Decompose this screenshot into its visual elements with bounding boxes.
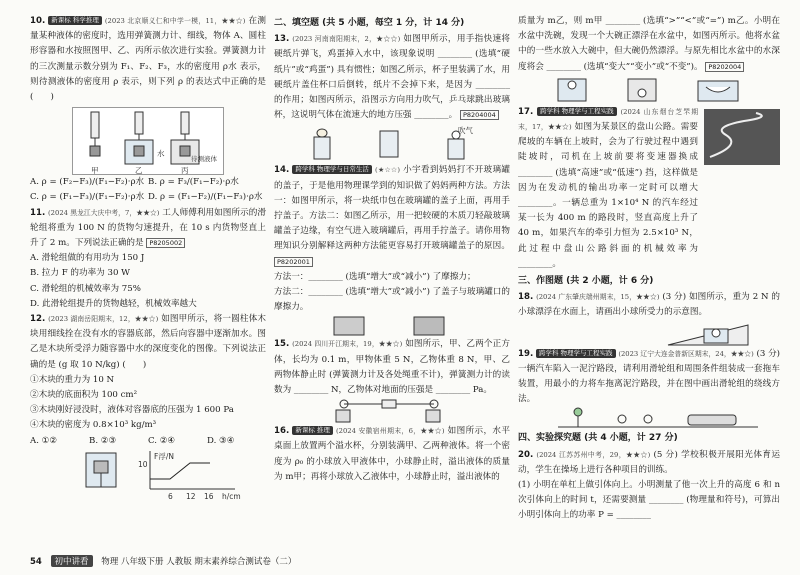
label-liquid: 待测液体	[191, 155, 217, 164]
question-16-continued: 质量为 m乙，则 m甲 ________ (选填“>”“<”或“=”) m乙。小明在水盆中洗碗，发现一个大碗正漂浮在水盆中，如图丙所示。他将水盆中的一些水放入大碗中，但大碗仍然漂浮。与原先相比水盆中的水深度将会 ________ (选填“变大”“变小”或“不变”)。 P8202004	[518, 16, 780, 72]
fig-label-a: 甲	[91, 166, 99, 176]
figure-q16	[518, 75, 780, 105]
figure-q19	[518, 407, 780, 429]
mountain-road-photo	[704, 109, 780, 165]
question-13: 13. (2023 河南南阳期末，2，★☆☆) 如图甲所示，用手指快速将硬纸片弹飞，鸡蛋掉入水中，该现象说明 ________ (选填“硬纸片”或“鸡蛋”) 具有惯性；如图乙所示，杯子里装满了水，用硬纸片盖住杯口后倒转，纸片不会掉下来，是因为 ________ 的作用；如图丙所示，沿图示方向用力吹气，乒乓球跳出玻璃杯，这说明气体在流速大的地方压强 ________。 P8204004	[274, 34, 510, 121]
figure-q12	[30, 449, 266, 499]
label-water: 水	[157, 149, 165, 159]
inertia-diagram	[274, 123, 510, 163]
question-18: 18. (2024 广东肇庆端州期末，15，★★☆) (3 分) 如图所示，重为 2 N 的小球漂浮在水面上，请画出小球所受力的示意图。	[518, 292, 780, 318]
cross-discipline-badge: 跨学科 物理学与工程实践	[536, 349, 616, 358]
section-fill-blank: 二、填空题 (共 5 小题，每空 1 分，计 14 分)	[274, 18, 465, 28]
jar-diagram	[274, 315, 510, 337]
new-standard-badge: 新课标 科学推理	[48, 16, 102, 25]
label-blow: 吹气	[458, 126, 473, 136]
footer-edition: 人教版	[166, 557, 192, 567]
column-middle: 二、填空题 (共 5 小题，每空 1 分，计 14 分) 13. (2023 河南南阳期末，2，★☆☆) 如图甲所示，用手指快速将硬纸片弹飞，鸡蛋掉入水中，该现象说明 ________ (选填“硬纸片”或“鸡蛋”) 具有惯性；如图乙所示，杯子里装满了水，用硬纸片盖住杯口后倒转，纸片不会掉下来，是因为 ________ 的作用；如图丙所示，沿图示方向用力吹气，乒乓球跳出玻璃杯，这说明气体在流速大的地方压强 ________。 P8204004 吹气 14. 跨学科 物理学与日常生活 (★☆☆) 小宇看到妈妈打不开玻璃罐的盖子，于是他用物理课学到的知识做了妈妈两种方法。方法一：如图甲所示，将一块纸巾包在玻璃罐的盖子上面，再用手拧盖子。方法二：如图乙所示，用一把较硬的木质刀轻敲玻璃罐盖子边缘，有空气进入玻璃罐后，再用手拧盖子。请你用物理知识分别解释这两种方法能更容易打开玻璃罐盖子的原因。 P8202001 方法一：________ (选填“增大”或“减小”) 了摩擦力； 方法二：________ (选填“增大”或“减小”) 了盖子与玻璃罐口的摩擦力。 15. (2024 四川开江期末，19，★★☆) 如图所示，甲、乙两个正方体，长均为 0.1 m，甲物体重 5 N，乙物体重 8 N，甲、乙两物体静止时 (弹簧测力计及各处绳重不计)，弹簧测力计的读数为 ________ N，乙物体对地面的压强是 ________ Pa。 16. 新课标 推理 (2024 安徽宿州期末，6，★★☆) 如图所示，水平桌面上放置两个溢水杯，分别装满甲、乙两种液体。将一个密度为 ρ₀ 的小球放入甲液体中，小球静止时，溢出液体的质量为 m甲；再将小球放入乙液体中，小球静止时，溢出液体的	[274, 14, 510, 485]
question-16: 16. 新课标 推理 (2024 安徽宿州期末，6，★★☆) 如图所示，水平桌面上放置两个溢水杯，分别装满甲、乙两种液体。将一个密度为 ρ₀ 的小球放入甲液体中，小球静止时，溢出液体的质量为 m甲；再将小球放入乙液体中，小球静止时，溢出液体的	[274, 426, 510, 482]
overflow-cup-diagram	[518, 75, 780, 105]
cross-discipline-badge: 跨学科 物理学与日常生活	[292, 165, 372, 174]
problem-code: P8205002	[146, 238, 185, 248]
figure-q15	[274, 398, 510, 424]
problem-code: P8204004	[460, 110, 499, 120]
figure-q14	[274, 315, 510, 337]
floating-ball-diagram	[518, 321, 780, 347]
brand-logo: 初中讲看	[51, 555, 93, 567]
problem-code: P8202001	[274, 257, 313, 267]
question-20: 20. (2024 江苏苏州中考，29，★★☆) (5 分) 学校积极开展阳光体育运动，学生在操场上进行各种项目的训练。	[518, 449, 781, 475]
graph-xtick: 6	[168, 491, 173, 501]
question-20-part-1: (1) 小明在单杠上做引体向上。小明测量了他一次上升的高度 6 和 n 次引体向上的时间 t，还需要测量 ________ (物理量和符号)，可算出小明引体向上的功率 P = ________	[518, 480, 780, 521]
question-15: 15. (2024 四川开江期末，19，★★☆) 如图所示，甲、乙两个正方体，长均为 0.1 m，甲物体重 5 N，乙物体重 8 N，甲、乙两物体静止时 (弹簧测力计及各处绳重不计)，弹簧测力计的读数为 ________ N，乙物体对地面的压强是 ________ Pa。	[274, 339, 510, 396]
question-17-block	[518, 105, 780, 272]
section-experiment: 四、实验探究题 (共 4 小题，计 27 分)	[518, 433, 678, 444]
question-19: 19. 跨学科 物理学与工程实践 (2023 辽宁大连金普新区期末，24，★★☆) (3 分) 一辆汽车陷入一泥泞路段，请利用滑轮组和周围条件组装成一套拖车装置，用最小的力将车拖离泥泞路段，并在图中画出滑轮组的绕线方法。	[518, 348, 781, 405]
graph-ylabel: F浮/N	[154, 451, 174, 461]
new-standard-badge: 新课标 推理	[292, 426, 333, 435]
road-icon	[704, 109, 780, 165]
footer-grade: 八年级下册	[120, 557, 164, 567]
figure-q18	[518, 321, 780, 347]
graph-xtick: 12	[186, 491, 196, 501]
graph-ytick: 10	[138, 459, 148, 469]
cross-discipline-badge: 跨学科 物理学与工程实践	[537, 107, 617, 116]
question-17: 17. 跨学科 物理学与工程实践 (2024 山东烟台芝罘期末，17，★★☆) 如图为某景区的盘山公路。需要爬坡的车辆在上坡时，会为了行驶过程中遇到陡坡时，司机在上坡前要将变速器换成 ________ (选填“高速”或“低速”) 挡，这样做是因为在发动机的输出功率一定时可以增大 ________。一辆总重为 1×10⁴ N 的汽车经过某一长为 400 m 的路段时，竖直高度上升了 40 m，如果汽车的牵引力恒为 2.5×10³ N，此过程中盘山公路斜面的机械效率为 ________。	[518, 106, 699, 269]
car-tree-diagram	[518, 407, 780, 429]
question-11: 11. (2024 黑龙江大庆中考，7，★★☆) 工人师傅利用如图所示的滑轮组将重为 100 N 的货物匀速提升，在 10 s 内货物竖直上升了 2 m。下列说法正确的是 P8205002	[30, 207, 267, 249]
options-q12: A. ①② B. ②③ C. ②④ D. ③④	[30, 435, 235, 446]
figure-q10	[72, 107, 224, 175]
footer-subject: 物理	[101, 557, 119, 567]
question-12: 12. (2023 湖南岳阳期末，12，★★☆) 如图甲所示，将一圆柱体木块用细线拴在没有水的容器底部，然后向容器中逐渐加水。图乙是木块所受浮力随容器中水的深度变化的图像。下列说法正确的是 (g 取 10 N/kg) ( )	[30, 314, 266, 370]
figure-q13	[274, 123, 510, 163]
page-number: 54	[30, 557, 42, 567]
page-footer	[30, 555, 296, 567]
pulley-blocks-diagram	[274, 398, 510, 424]
options-q10: A. ρ = (F₂−F₃)/(F₁−F₂)·ρ水 B. ρ = F₃/(F₁−F₂)·ρ水 C. ρ = (F₁−F₃)/(F₁−F₂)·ρ水 D. ρ = (F₁−F₂)/(F₁−F₃)·ρ水	[30, 177, 263, 203]
fig-label-b: 乙	[135, 166, 143, 176]
column-left: 10. 新课标 科学推理 (2023 北京顺义仁和中学一模，11，★★☆) 在测量某种液体的密度时，选用弹簧测力计、细线，物体 A、圆柱形容器和水按照图甲、乙、丙所示依次进行实验。弹簧测力计的三次测量示数分别为 F₁、F₂、F₃，水的密度用 ρ水 表示，则待测液体的密度用 ρ 表示，则下列 ρ 的表达式中正确的是 ( ) 水 待测液体 甲 乙 丙 A. ρ = (F₂−F₃)/(F₁−F₂)·ρ水 B. ρ = F₃/(F₁−F₂)·ρ水 C. ρ = (F₁−F₃)/(F₁−F₂)·ρ水 D. ρ = (F₁−F₂)/(F₁−F₃)·ρ水 11. (2024 黑龙江大庆中考，7，★★☆) 工人师傅利用如图所示的滑轮组将重为 100 N 的货物匀速提升，在 10 s 内货物竖直上升了 2 m。下列说法正确的是 P8205002 A. 滑轮组做的有用功为 150 J B. 拉力 F 的功率为 30 W C. 滑轮组的机械效率为 75% D. 此滑轮组提升的货物越轻，机械效率越大 12. (2023 湖南岳阳期末，12，★★☆) 如图甲所示，将一圆柱体木块用细线拴在没有水的容器底部，然后向容器中逐渐加水。图乙是木块所受浮力随容器中水的深度变化的图像。下列说法正确的是 (g 取 10 N/kg) ( ) ①木块的重力为 10 N ②木块的底面积为 100 cm² ③木块刚好浸没时，液体对容器底的压强为 1 600 Pa ④木块的密度为 0.8×10³ kg/m³ A. ①② B. ②③ C. ②④ D. ③④ F浮/N 10 6 12 16 h/cm	[30, 14, 266, 499]
graph-xlabel: h/cm	[222, 491, 241, 501]
graph-xtick: 16	[204, 491, 214, 501]
question-10: 10. 新课标 科学推理 (2023 北京顺义仁和中学一模，11，★★☆) 在测量某种液体的密度时，选用弹簧测力计、细线，物体 A、圆柱形容器和水按照图甲、乙、丙所示依次进行实验。弹簧测力计的三次测量示数分别为 F₁、F₂、F₃，水的密度用 ρ水 表示，则待测液体的密度用 ρ 表示，则下列 ρ 的表达式中正确的是 ( )	[30, 16, 267, 103]
footer-exam: 期末素养综合测试卷（二）	[194, 557, 297, 567]
fig-label-c: 丙	[181, 166, 189, 176]
problem-code: P8202004	[705, 62, 744, 72]
column-right	[518, 14, 780, 524]
section-drawing: 三、作图题 (共 2 小题，计 6 分)	[518, 276, 654, 287]
question-14: 14. 跨学科 物理学与日常生活 (★☆☆) 小宇看到妈妈打不开玻璃罐的盖子，于是他用物理课学到的知识做了妈妈两种方法。方法一：如图甲所示，将一块纸巾包在玻璃罐的盖子上面，再用手拧盖子。方法二：如图乙所示，用一把较硬的木质刀轻敲玻璃罐盖子边缘，有空气进入玻璃罐后，再用手拧盖子。请你用物理知识分别解释这两种方法能更容易打开玻璃罐盖子的原因。 P8202001	[274, 165, 511, 266]
